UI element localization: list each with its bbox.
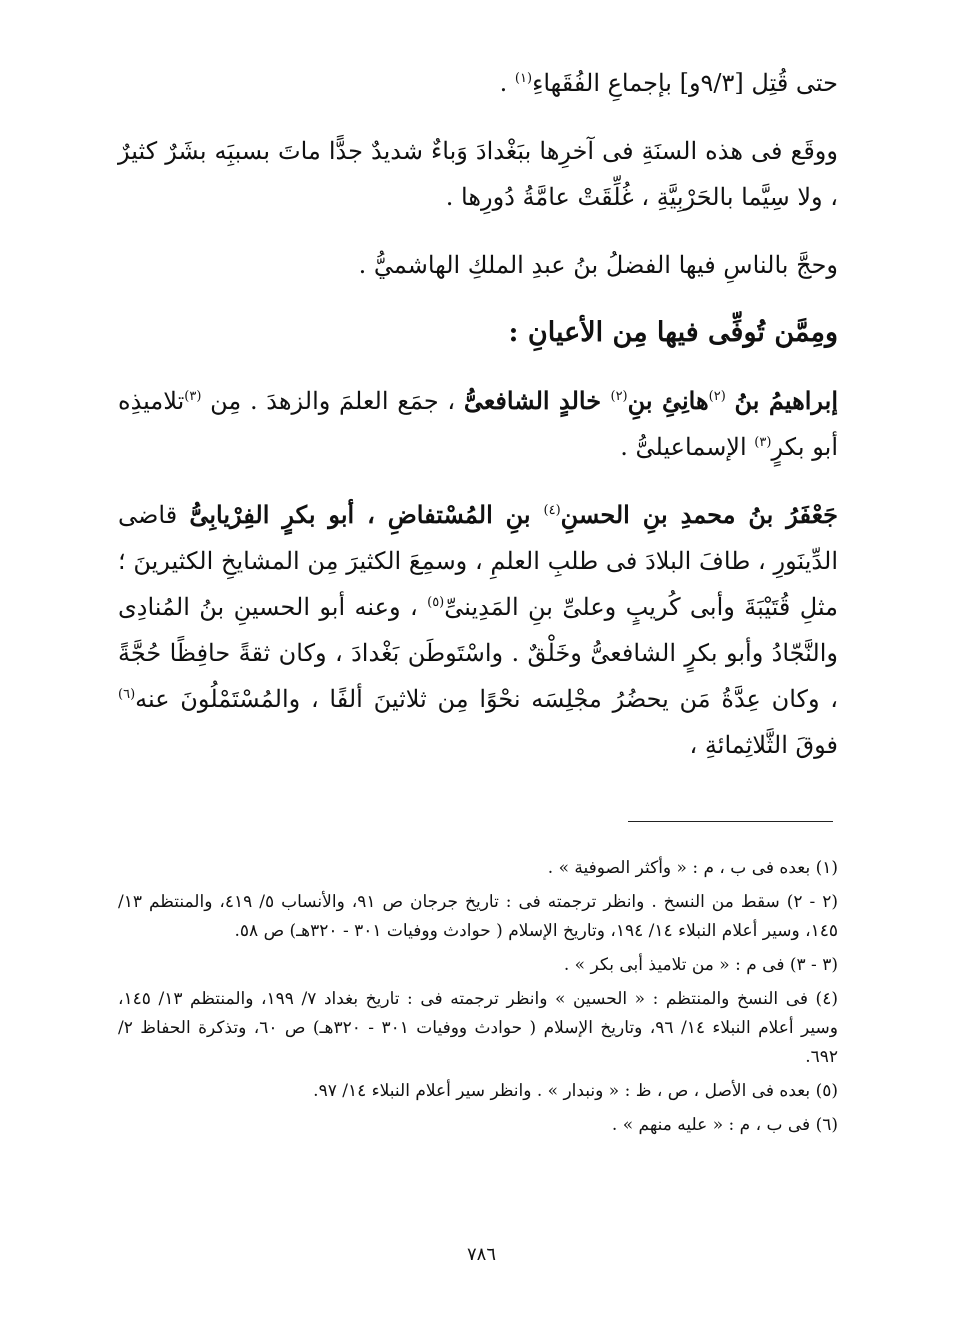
page-number: ٧٨٦ (466, 1244, 496, 1265)
footnotes (118, 854, 838, 1145)
text-segment: الإسماعيلىُّ . (620, 433, 755, 461)
paragraph-epidemic: ووقَع فى هذه السنَةِ فى آخرِها ببَغْدادَ وَباءٌ شديدٌ جدًّا ماتَ بسببَِه بشَرٌ كثيرٌ ، ولا سِيَّما بالحَرْبِيَّةِ ، غُلِّقَتْ عامَّةُ دُورِها . (118, 137, 838, 211)
footnote-ref: (٢) (610, 389, 628, 404)
paragraph-continuation (118, 60, 838, 106)
section-heading: ومِمَّن تُوفِّى فيها مِن الأعيانِ : (508, 317, 838, 348)
text-segment: فوقَ الثَّلاثِمائةِ ، (689, 731, 838, 759)
entry-jafar (118, 492, 838, 768)
footnote: (٥) بعده فى الأصل ، ص ، ظ : « ونبدار » . وانظر سير أعلام النبلاء ١٤/ ٩٧. (313, 1081, 838, 1101)
text-segment: ، وعنه أبو الحسينِ بنُ المُنادِى والنَّجّادُ وأبو بكرٍ الشافعىُّ وخَلْقٌ . واسْتَوطَن بَغْدادَ ، وكان ثقةً حافِظًا حُجَّةً ، وكان عِدَّةُ مَن يحضُرُ مجْلِسَه نحْوًا مِن ثلاثينَ ألفًا ، والمُسْتَمْلُونَ عنه (118, 593, 838, 713)
person-name: خالدٍ الشافعىُّ (463, 386, 611, 415)
footnote: (١) بعده فى ب ، م : « وأكثر الصوفية » . (547, 858, 838, 878)
person-name: إبراهيمُ بنُ (734, 386, 838, 415)
entry-ibrahim (118, 378, 838, 470)
footnote: (٣ - ٣) فى م : « من تلاميذ أبى بكر » . (563, 955, 838, 975)
footnote-divider (628, 821, 833, 822)
text-segment: قاضى الدِّينَورِ ، طافَ البلادَ فى طلبِ العلمِ ، وسمِعَ الكثيرَ مِن المشايخِ الكثيرينَ ؛ مثلِ قُتَيْبَةَ وأبى كُريبٍ وعلىِّ بنِ المَدِينىِّ (118, 501, 839, 621)
footnote-ref: (٢) (708, 389, 726, 404)
person-name: هانِئِ بنِ (627, 386, 709, 415)
footnote: (٤) فى النسخ والمنتظم : « الحسين » وانظر ترجمته فى : تاريخ بغداد ٧/ ١٩٩، والمنتظم ١٣/ ١٤٥، وسير أعلام النبلاء ١٤/ ٩٦، وتاريخ الإسلام ( حوادث ووفيات ٣٠١ - ٣٢٠هـ) ص ٦٠، وتذكرة الحفاظ ٢/ ٦٩٢. (118, 989, 838, 1067)
person-name: جَعْفَرُ بنُ محمدِ بنِ الحسنِ (560, 500, 839, 529)
footnote-ref: (٣) (184, 389, 202, 404)
text-segment: تلاميذِه أبو بكرٍ (118, 387, 838, 461)
footnote-ref: (١) (514, 71, 533, 86)
text-segment: حتى قُتِل [٩/٣و] بإجماعِ الفُقَهاءِ (532, 69, 838, 97)
footnote: (٦) فى ب ، م : « عليه منهم » . (611, 1115, 838, 1135)
person-name: بنِ المُسْتفاضِ ، أبو بكرٍ الفِرْيابِىُّ (189, 500, 544, 529)
footnote: (٢ - ٢) سقط من النسخ . وانظر ترجمته فى : تاريخ جرجان ص ٩١، والأنساب ٥/ ٤١٩، والمنتظم ١٣/ ١٤٥، وسير أعلام النبلاء ١٤/ ١٩٤، وتاريخ الإسلام ( حوادث ووفيات ٣٠١ - ٣٢٠هـ) ص ٥٨. (118, 892, 838, 941)
paragraph-hajj: وحجَّ بالناسِ فيها الفضلُ بنُ عبدِ الملكِ الهاشميُّ . (358, 251, 838, 279)
footnote-ref: (٦) (118, 687, 136, 702)
footnote-ref: (٣) (754, 435, 772, 450)
footnote-ref: (٥) (427, 595, 445, 610)
footnote-ref: (٤) (543, 503, 561, 518)
main-text (118, 60, 838, 780)
text-segment: . (499, 69, 515, 97)
text-segment: ، جمَع العلمَ والزهدَ . مِن (210, 387, 456, 415)
